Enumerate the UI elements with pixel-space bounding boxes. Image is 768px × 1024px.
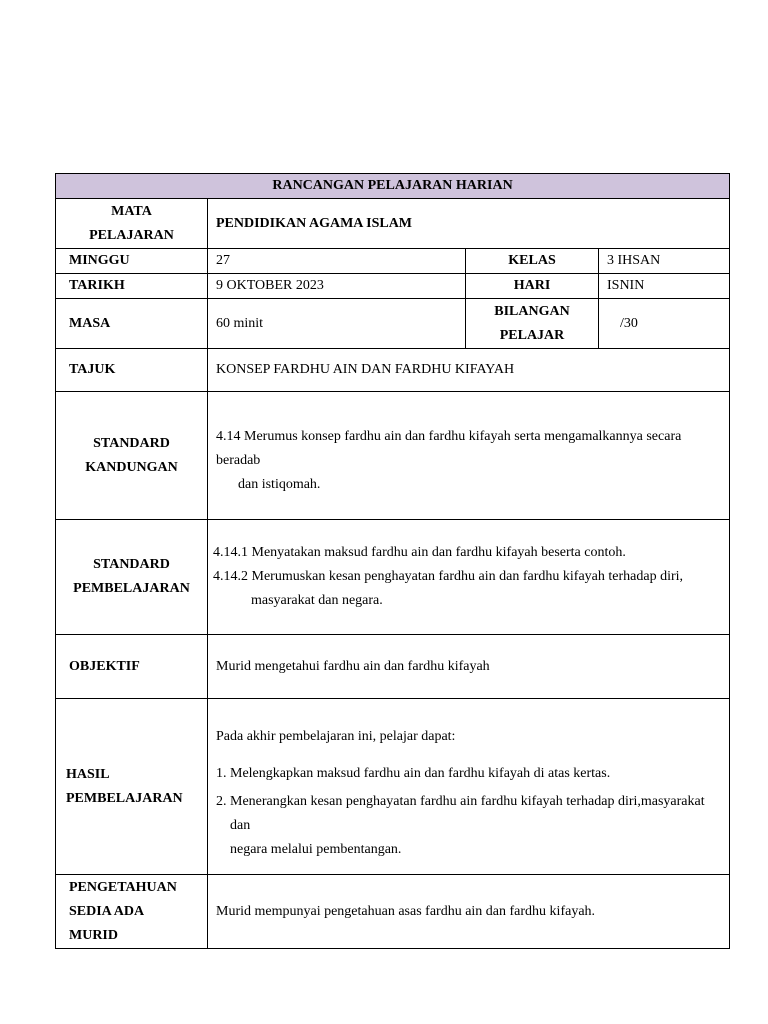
kelas-label: KELAS <box>466 249 599 274</box>
pengetahuan-sedia-ada-label <box>56 875 208 949</box>
masa-value: 60 minit <box>208 299 466 349</box>
mata-pelajaran-label-line2: PELAJARAN <box>89 227 174 243</box>
masa-label: MASA <box>56 299 208 349</box>
standard-pembelajaran-label <box>56 520 208 635</box>
table-title: RANCANGAN PELAJARAN HARIAN <box>56 174 730 199</box>
minggu-row <box>56 249 730 274</box>
bilangan-pelajar-label <box>466 299 599 349</box>
bilangan-pelajar-label-line1: BILANGAN <box>494 303 570 319</box>
standard-pembelajaran-item1: 4.14.1 Menyatakan maksud fardhu ain dan fardhu kifayah beserta contoh. <box>213 545 626 560</box>
hasil-pembelajaran-intro: Pada akhir pembelajaran ini, pelajar dapat: <box>216 729 456 744</box>
bilangan-pelajar-value: /30 <box>599 299 730 349</box>
mata-pelajaran-value: PENDIDIKAN AGAMA ISLAM <box>208 199 730 249</box>
standard-pembelajaran-label-line1: STANDARD <box>93 557 170 572</box>
tajuk-value: KONSEP FARDHU AIN DAN FARDHU KIFAYAH <box>208 349 730 392</box>
pengetahuan-sedia-ada-row <box>56 875 730 949</box>
objektif-value: Murid mengetahui fardhu ain dan fardhu kifayah <box>208 635 730 699</box>
lesson-plan-table <box>55 173 730 949</box>
minggu-value: 27 <box>208 249 466 274</box>
hasil-pembelajaran-row <box>56 699 730 875</box>
title-row <box>56 174 730 199</box>
standard-pembelajaran-value <box>208 520 730 635</box>
minggu-label: MINGGU <box>56 249 208 274</box>
kelas-value: 3 IHSAN <box>599 249 730 274</box>
standard-kandungan-label-line1: STANDARD <box>93 435 170 451</box>
tarikh-label: TARIKH <box>56 274 208 299</box>
pengetahuan-sedia-ada-label-line3: MURID <box>69 927 118 943</box>
standard-pembelajaran-item2-line1: 4.14.2 Merumuskan kesan penghayatan fardhu ain dan fardhu kifayah terhadap diri, <box>213 569 684 584</box>
hasil-pembelajaran-label-line1: HASIL <box>66 766 110 782</box>
standard-kandungan-row <box>56 392 730 520</box>
hasil-pembelajaran-item1 <box>216 762 721 786</box>
standard-pembelajaran-row <box>56 520 730 635</box>
standard-kandungan-label-line2: KANDUNGAN <box>85 459 178 475</box>
hasil-pembelajaran-item2 <box>216 790 721 838</box>
standard-pembelajaran-label-line2: PEMBELAJARAN <box>73 581 190 596</box>
standard-kandungan-line1: 4.14 Merumus konsep fardhu ain dan fardhu kifayah serta mengamalkannya secara beradab <box>216 429 682 468</box>
standard-kandungan-label <box>56 392 208 520</box>
hasil-pembelajaran-value <box>208 699 730 875</box>
tarikh-row <box>56 274 730 299</box>
tajuk-label: TAJUK <box>56 349 208 392</box>
standard-kandungan-line2: dan istiqomah. <box>238 477 321 492</box>
hari-value: ISNIN <box>599 274 730 299</box>
tarikh-value: 9 OKTOBER 2023 <box>208 274 466 299</box>
standard-pembelajaran-item2-line2: masyarakat dan negara. <box>251 593 383 608</box>
pengetahuan-sedia-ada-label-line1: PENGETAHUAN <box>69 879 177 895</box>
mata-pelajaran-label <box>56 199 208 249</box>
hari-label: HARI <box>466 274 599 299</box>
pengetahuan-sedia-ada-value: Murid mempunyai pengetahuan asas fardhu ain dan fardhu kifayah. <box>208 875 730 949</box>
pengetahuan-sedia-ada-label-line2: SEDIA ADA <box>69 903 145 919</box>
hasil-pembelajaran-item1-number: 1. <box>216 766 227 781</box>
hasil-pembelajaran-item2-number: 2. <box>216 794 227 809</box>
mata-pelajaran-label-line1: MATA <box>111 203 152 219</box>
hasil-pembelajaran-label-line2: PEMBELAJARAN <box>66 790 183 806</box>
masa-row <box>56 299 730 349</box>
hasil-pembelajaran-item2-continuation: negara melalui pembentangan. <box>230 842 402 857</box>
hasil-pembelajaran-item1-text: Melengkapkan maksud fardhu ain dan fardhu kifayah di atas kertas. <box>230 766 611 781</box>
mata-pelajaran-row <box>56 199 730 249</box>
hasil-pembelajaran-item2-text: Menerangkan kesan penghayatan fardhu ain fardhu kifayah terhadap diri,masyarakat dan <box>230 794 705 833</box>
bilangan-pelajar-label-line2: PELAJAR <box>499 327 565 343</box>
tajuk-row <box>56 349 730 392</box>
objektif-row <box>56 635 730 699</box>
standard-kandungan-value <box>208 392 730 520</box>
objektif-label: OBJEKTIF <box>56 635 208 699</box>
hasil-pembelajaran-label <box>56 699 208 875</box>
